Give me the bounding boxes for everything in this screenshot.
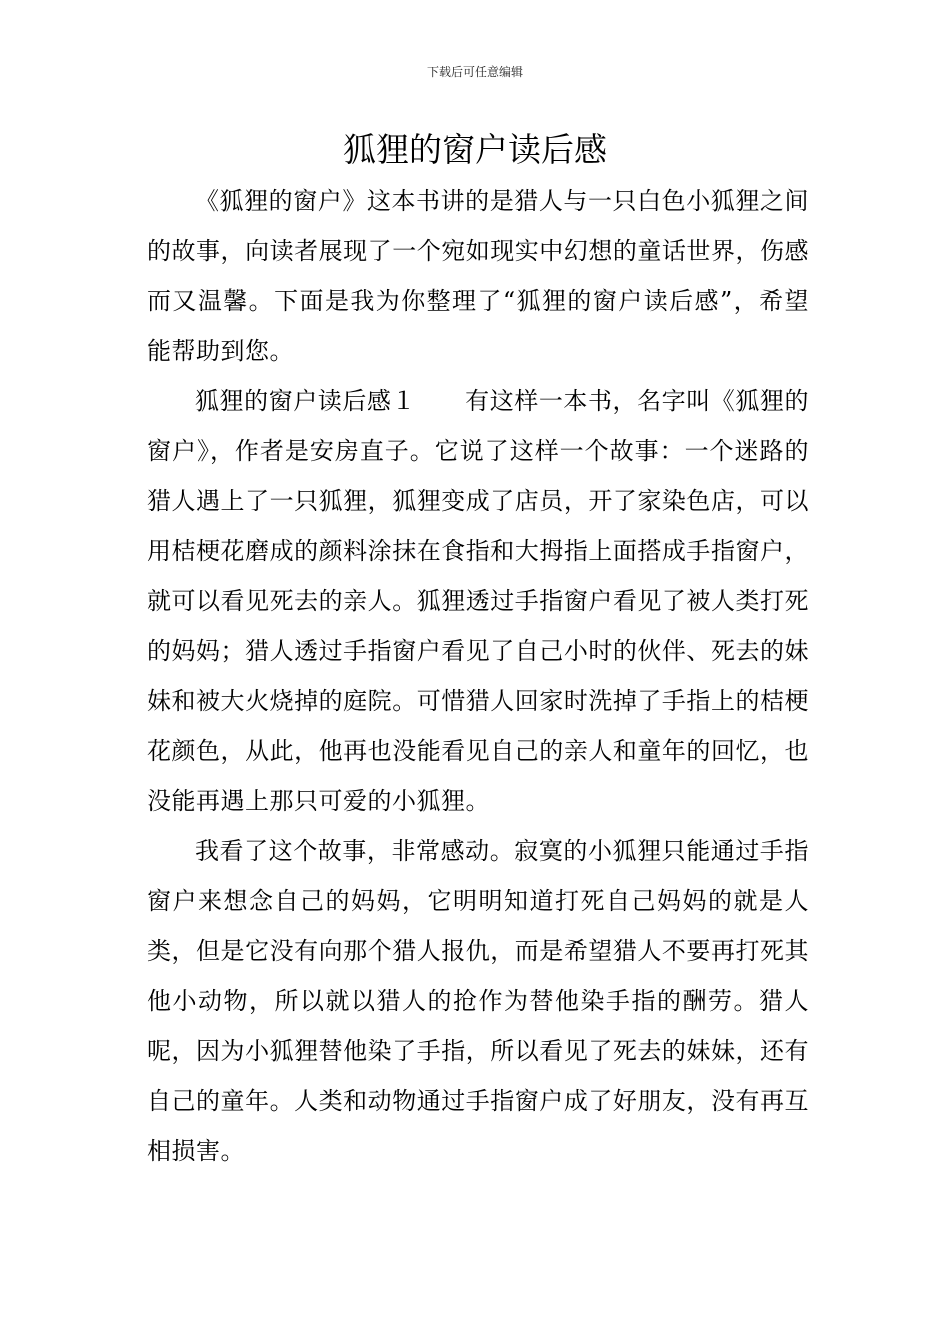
- body-paragraph-1: 狐狸的窗户读后感１ 有这样一本书，名字叫《狐狸的窗户》，作者是安房直子。它说了这样一个故事：一个迷路的猎人遇上了一只狐狸，狐狸变成了店员，开了家染色店，可以用桔梗花磨成的颜料涂抹在食指和大拇指上面搭成手指窗户，就可以看见死去的亲人。狐狸透过手指窗户看见了被人类打死的妈妈；猎人透过手指窗户看见了自己小时的伙伴、死去的妹妹和被大火烧掉的庭院。可惜猎人回家时洗掉了手指上的桔梗花颜色，从此，他再也没能看见自己的亲人和童年的回忆，也没能再遇上那只可爱的小狐狸。: [147, 387, 809, 815]
- page-header: 下载后可任意编辑: [426, 65, 523, 79]
- intro-paragraph: 《狐狸的窗户》这本书讲的是猎人与一只白色小狐狸之间的故事，向读者展现了一个宛如现实中幻想的童话世界，伤感而又温馨。下面是我为你整理了“狐狸的窗户读后感”，希望能帮助到您。: [147, 187, 809, 365]
- document-body: [147, 176, 809, 1176]
- document-title: 狐狸的窗户读后感: [343, 130, 607, 169]
- body-paragraph-2: 我看了这个故事，非常感动。寂寞的小狐狸只能通过手指窗户来想念自己的妈妈，它明明知道打死自己妈妈的就是人类，但是它没有向那个猎人报仇，而是希望猎人不要再打死其他小动物，所以就以猎人的抢作为替他染手指的酬劳。猎人呢，因为小狐狸替他染了手指，所以看见了死去的妹妹，还有自己的童年。人类和动物通过手指窗户成了好朋友，没有再互相损害。: [147, 837, 809, 1165]
